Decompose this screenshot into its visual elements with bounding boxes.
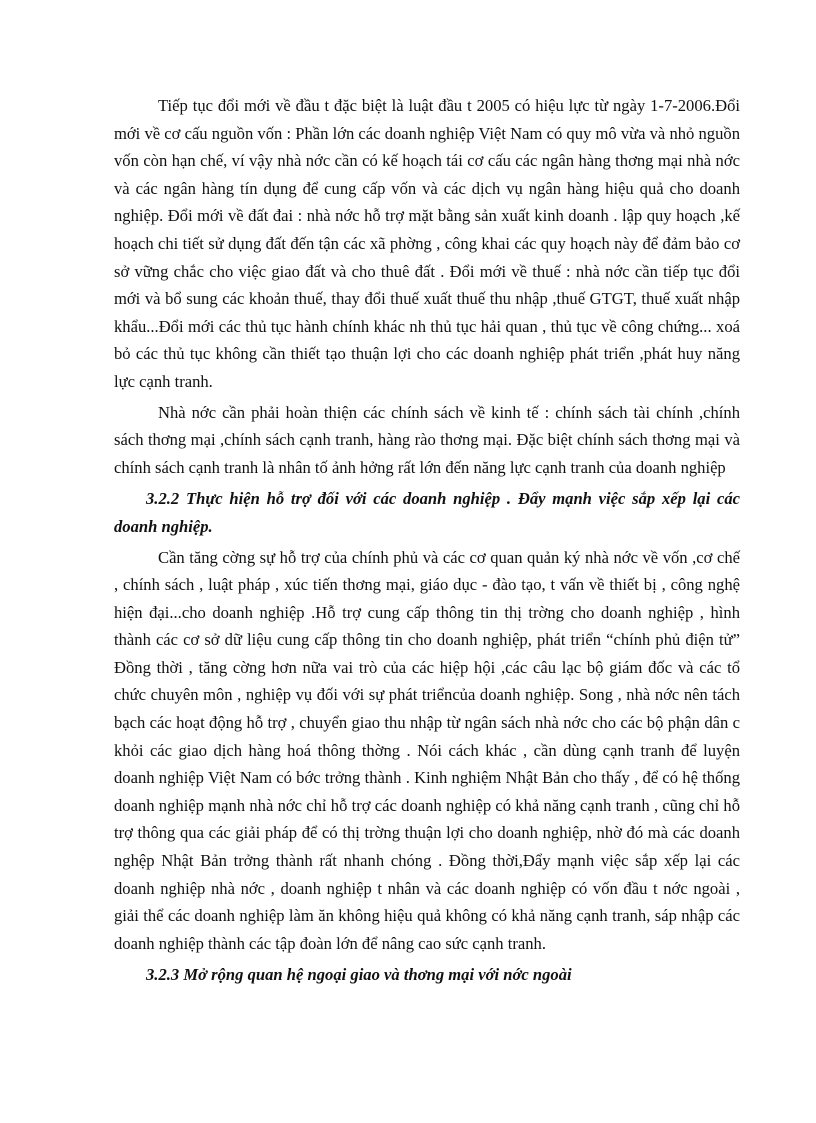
paragraph-reform-measures: Tiếp tục đổi mới về đầu t đặc biệt là luật đầu t 2005 có hiệu lực từ ngày 1-7-2006.Đổi mới về cơ cấu nguồn vốn : Phần lớn các doanh nghiệp Việt Nam có quy mô vừa và nhỏ nguồn vốn còn hạn chế, ví vậy nhà nớc cần có kế hoạch tái cơ cấu các ngân hàng thơng mại nhà nớc và các ngân hàng tín dụng để cung cấp vốn và các dịch vụ ngân hàng hiệu quả cho doanh nghiệp. Đổi mới về đất đai : nhà nớc hỗ trợ mặt bằng sản xuất kinh doanh . lập quy hoạch ,kế hoạch chi tiết sử dụng đất đến tận các xã phờng , công khai các quy hoạch này để đảm bảo cơ sở vững chắc cho việc giao đất và cho thuê đất . Đổi mới về thuế : nhà nớc cần tiếp tục đổi mới và bổ sung các khoản thuế, thay đổi thuế xuất thuế thu nhập ,thuế GTGT, thuế xuất nhập khẩu...Đổi mới các thủ tục hành chính khác nh thủ tục hải quan , thủ tục về công chứng... xoá bỏ các thủ tục không cần thiết tạo thuận lợi cho các doanh nghiệp phát triển ,phát huy năng lực cạnh tranh. — [114, 96, 740, 391]
section-heading-3-2-2: 3.2.2 Thực hiện hỗ trợ đối với các doanh nghiệp . Đẩy mạnh việc sắp xếp lại các doanh nghiệp. — [114, 489, 740, 536]
section-heading-3-2-3: 3.2.3 Mở rộng quan hệ ngoại giao và thơng mại với nớc ngoài — [146, 965, 572, 985]
paragraph-enterprise-support: Cần tăng cờng sự hỗ trợ của chính phủ và các cơ quan quản ký nhà nớc về vốn ,cơ chế , chính sách , luật pháp , xúc tiến thơng mại, giáo dục - đào tạo, t vấn về thiết bị , công nghệ hiện đại...cho doanh nghiệp .Hỗ trợ cung cấp thông tin thị trờng cho doanh nghiệp , hình thành các cơ sở dữ liệu cung cấp thông tin cho doanh nghiệp, phát triển “chính phủ điện tử” Đồng thời , tăng cờng hơn nữa vai trò của các hiệp hội ,các câu lạc bộ giám đốc và các tổ chức chuyên môn , nghiệp vụ đối với sự phát triểncủa doanh nghiệp. Song , nhà nớc nên tách bạch các hoạt động hỗ trợ , chuyển giao thu nhập từ ngân sách nhà nớc cho các bộ phận dân c khỏi các giao dịch hàng hoá thông thờng . Nói cách khác , cần dùng cạnh tranh để luyện doanh nghiệp Việt Nam có bớc trởng thành . Kinh nghiệm Nhật Bản cho thấy , để có hệ thống doanh nghiệp mạnh nhà nớc chỉ hỗ trợ các doanh nghiệp có khả năng cạnh tranh , cũng chỉ hỗ trợ thông qua các giải pháp để có thị trờng thuận lợi cho doanh nghiệp, nhờ đó mà các doanh nghệp Nhật Bản trởng thành rất nhanh chóng . Đồng thời,Đẩy mạnh việc sắp xếp lại các doanh nghiệp nhà nớc , doanh nghiệp t nhân và các doanh nghiệp có vốn đầu t nớc ngoài , giải thể các doanh nghiệp làm ăn không hiệu quả không có khả năng cạnh tranh, sáp nhập các doanh nghiệp thành các tập đoàn lớn để nâng cao sức cạnh tranh. — [114, 547, 740, 953]
paragraph-economic-policy: Nhà nớc cần phải hoàn thiện các chính sách về kinh tế : chính sách tài chính ,chính sách thơng mại ,chính sách cạnh tranh, hàng rào thơng mại. Đặc biệt chính sách thơng mại và chính sách cạnh tranh là nhân tố ảnh hởng rất lớn đến năng lực cạnh tranh của doanh nghiệp — [114, 402, 740, 477]
document-page — [114, 92, 740, 992]
